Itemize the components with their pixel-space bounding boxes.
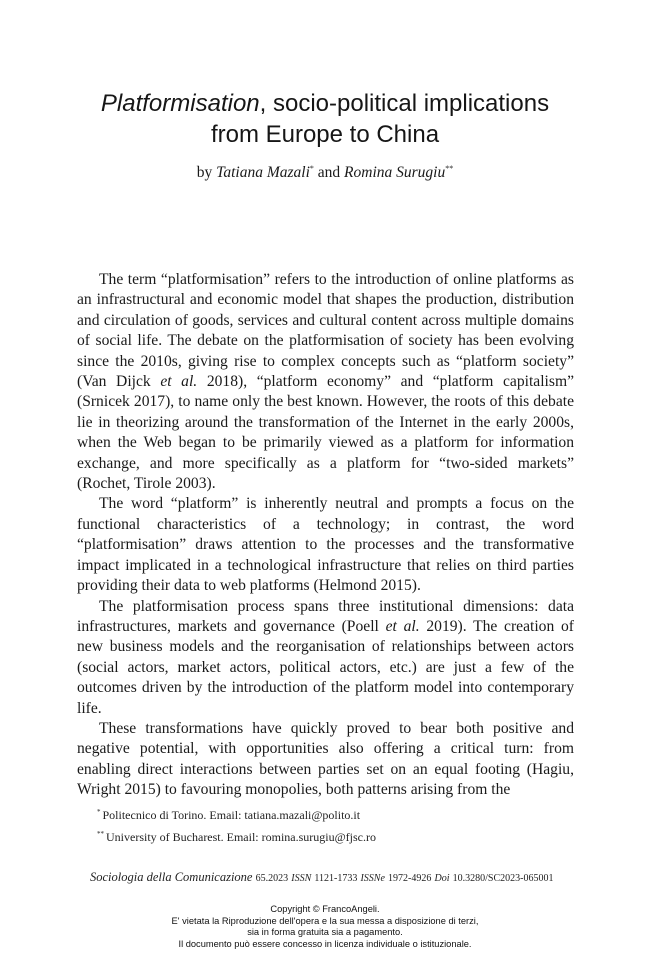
title-line-2: from Europe to China (210, 121, 440, 148)
copyright-notice (0, 904, 650, 950)
title-line-1 (60, 88, 590, 119)
body-paragraph-1 (77, 270, 574, 494)
author-1: Tatiana Mazali (216, 164, 310, 181)
journal-citation (90, 870, 553, 885)
p1-etal: et al. (160, 373, 198, 391)
journal-issue: 65.2023 (255, 873, 289, 884)
body-paragraph-2: The word “platform” is inherently neutral and prompts a focus on the functional characteristics of a technology; in contrast, the word “platformisation” draws attention to the processes and the transformative impact implicated in a technological infrastructure that relies on third parties providing their data to web platforms (Helmond 2015). (77, 495, 574, 595)
author-1-mark: * (309, 164, 314, 173)
issn-value: 1121-1733 (314, 873, 358, 884)
body-paragraph-3 (77, 597, 574, 719)
footnote-2-mark: ** (97, 830, 104, 838)
byline-and: and (317, 164, 341, 181)
footnote-1-mark: * (97, 808, 101, 816)
copyright-line-4: Il documento può essere concesso in licenza individuale o istituzionale. (178, 938, 472, 949)
title-italic-term: Platformisation (100, 90, 260, 117)
copyright-line-3: sia in forma gratuita sia a pagamento. (247, 927, 403, 938)
byline-by: by (196, 164, 213, 181)
doi-value: 10.3280/SC2023-065001 (452, 873, 554, 884)
p3-text-a: The platformisation process spans three institutional dimensions: data infrastructures, markets and governance (Poell (77, 597, 574, 635)
byline (60, 164, 590, 182)
body-paragraph-4: These transformations have quickly proved to bear both positive and negative potential, with opportunities also offering a critical turn: from enabling direct interactions between parties set on an equal footing (Hagiu, Wright 2015) to favouring monopolies, both patterns arising from the (77, 719, 574, 799)
doi-label: Doi (434, 873, 450, 884)
p3-text-b: 2019). The creation of new business models and the reorganisation of relationships between actors (social actors, market actors, political actors, etc.) are just a few of the outcomes driven by the introduction of the platform model into contemporary life. (77, 617, 574, 717)
copyright-line-2: E' vietata la Riproduzione dell'opera e la sua messa a disposizione di terzi, (171, 915, 479, 926)
footnote-1-text: Politecnico di Torino. Email: tatiana.mazali@polito.it (102, 808, 361, 822)
author-2: Romina Surugiu (344, 164, 446, 181)
footnote-1 (97, 803, 376, 825)
copyright-line-1: Copyright © FrancoAngeli. (270, 904, 380, 914)
article-title (60, 88, 590, 150)
article-body (77, 270, 574, 801)
issne-value: 1972-4926 (388, 873, 432, 884)
footnote-2 (97, 825, 376, 847)
p3-etal: et al. (385, 617, 420, 635)
p1-text-a: The term “platformisation” refers to the introduction of online platforms as an infrastructural and economic model that shapes the production, distribution and circulation of goods, services and cultural content across multiple domains of social life. The debate on the platformisation of society has been evolving since the 2010s, giving rise to complex concepts such as “platform society” (Van Dijck (77, 271, 574, 391)
issne-label: ISSNe (360, 873, 385, 884)
p1-text-b: 2018), “platform economy” and “platform capitalism” (Srnicek 2017), to name only the best known. However, the roots of this debate lie in theorizing around the transformation of the Internet in the early 2000s, when the Web began to be primarily viewed as a platform for information exchange, and more specifically as a platform for “two-sided markets” (Rochet, Tirole 2003). (77, 373, 574, 493)
author-2-mark: ** (445, 164, 454, 173)
footnote-2-text: University of Bucharest. Email: romina.surugiu@fjsc.ro (106, 830, 376, 844)
title-rest: , socio-political implications (259, 90, 550, 117)
footnotes (97, 803, 376, 847)
journal-name: Sociologia della Comunicazione (90, 870, 253, 884)
issn-label: ISSN (291, 873, 312, 884)
